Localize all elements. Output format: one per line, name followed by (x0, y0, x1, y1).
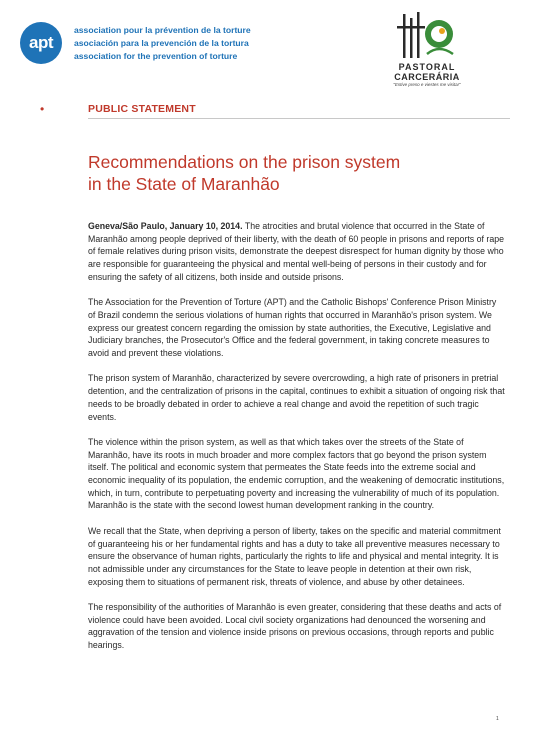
apt-organization-names (74, 24, 251, 63)
pastoral-tagline: "Estive preso e viestes me visitar" (393, 82, 461, 87)
paragraph-3: The prison system of Maranhão, characterized by severe overcrowding, a high rate of prisoners in pretrial detention, and the centralization of prisons in the capital, continues to exhibit a situation of ongoing risk that needs to be broadly debated in order to achieve a real change and avoid the repetition of such tragic events. (88, 373, 505, 422)
page-title (88, 151, 508, 195)
paragraph-5: We recall that the State, when depriving a person of liberty, takes on the specific and material commitment of guaranteeing his or her fundamental rights and has a duty to take all preventive measures necessary to ensure the observance of human rights, particularly the rights to life and physical and mental integrity. It is not admissible under any circumstances for the State to leave people in detention at their own risk, exposing them to situations of permanent risk, threats of violence, and abuse by other detainees. (88, 525, 501, 587)
section-label: PUBLIC STATEMENT (88, 103, 196, 115)
pastoral-carceraria-logo (372, 10, 482, 96)
dateline: Geneva/São Paulo, January 10, 2014. (88, 221, 243, 231)
paragraph-4: The violence within the prison system, as well as that which takes over the streets of the State of Maranhão, have its roots in much broader and more complex factors that go beyond the prison system itself. The political and economic system that permeates the State feeds into the extreme social and economic inequality of its population, the endemic corruption, and the weakening of democratic institutions, which, in turn, contribute to perpetuating poverty and increasing the vulnerability of much of its population. Maranhão is the state with the second lowest human development ranking in the country. (88, 436, 505, 511)
apt-logo (20, 22, 62, 64)
pastoral-line1: PASTORAL (398, 62, 456, 72)
paragraph-1 (88, 220, 506, 284)
title-line-2: in the State of Maranhão (88, 174, 280, 194)
apt-name-french: association pour la prévention de la torture (74, 25, 251, 35)
bullet-icon: • (40, 102, 45, 116)
paragraph-2: The Association for the Prevention of Torture (APT) and the Catholic Bishops' Conference Prison Ministry of Brazil condemn the serious violations of human rights that occurred in Maranhão's prison system. We express our greatest concern regarding the omission by state authorities, the Executive, Legislative and Judiciary branches, the Prosecutor's Office and the federal government, in taking concrete measures to avoid and prevent these violations. (88, 297, 497, 359)
section-divider (88, 118, 510, 119)
pastoral-emblem-icon (397, 10, 457, 60)
pastoral-line2: CARCERÁRIA (394, 72, 460, 82)
apt-name-spanish: asociación para la prevención de la tortura (74, 38, 249, 48)
paragraph-1-text: The atrocities and brutal violence that occurred in the State of Maranhão among people deprived of their liberty, with the death of 60 people in prisons and reports of rape of female relatives during prison visits, demonstrate the deepest disrespect for human dignity by those who are responsible for guaranteeing the physical and mental well-being of persons in their custody and for ensuring the safety of all citizens, both inside and outside prisons. (88, 221, 504, 282)
paragraph-6: The responsibility of the authorities of Maranhão is even greater, considering that these deaths and acts of violence could have been avoided. Local civil society organizations had denounced the worsening and aggravation of the tension and violence inside prisons on previous occasions, through reports and public hearings. (88, 602, 502, 651)
title-line-1: Recommendations on the prison system (88, 152, 401, 172)
page-number: 1 (496, 716, 499, 722)
apt-name-english: association for the prevention of torture (74, 51, 238, 61)
apt-logo-text: apt (29, 33, 53, 52)
statement-body (88, 220, 506, 665)
